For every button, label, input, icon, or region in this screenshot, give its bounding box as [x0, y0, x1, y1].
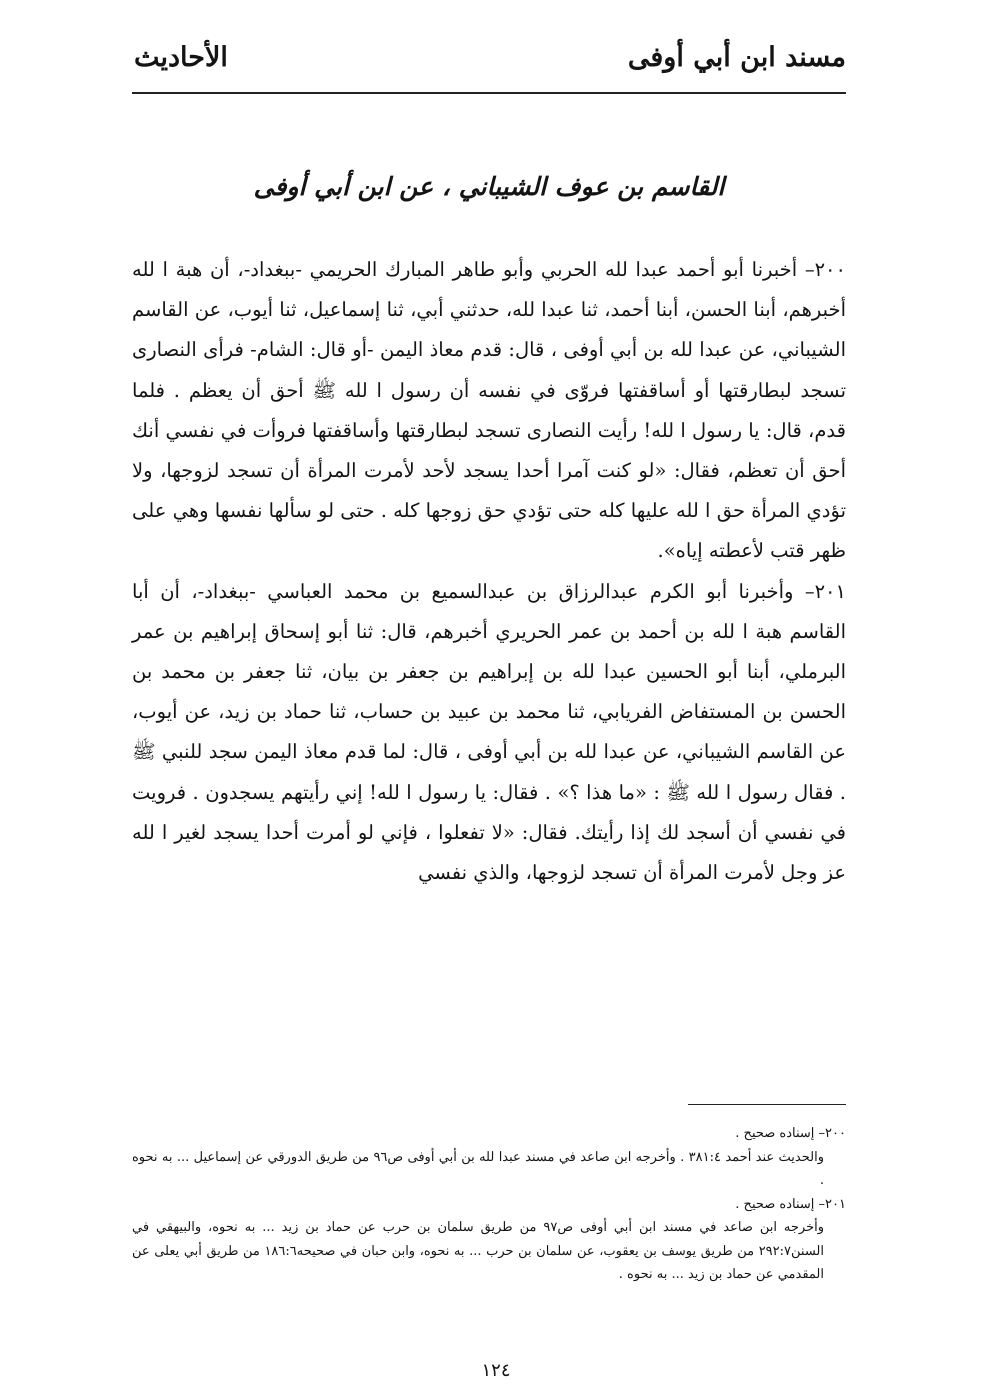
footnote-200-head: ٢٠٠– إسناده صحيح . — [735, 1126, 846, 1141]
footnote-201-text: وأخرجه ابن صاعد في مسند ابن أبي أوفى ص٩٧ من طريق سلمان بن حرب عن حماد بن زيد ... به نحوه، والبيهقي في السنن٢٩٢:٧ من طريق يوسف بن يعقوب، عن سلمان بن حرب ... به نحوه، وابن حبان في صحيحه١٨٦:٦ من طريق أبي يعلى عن المقدمي عن حماد بن زيد ... به نحوه . — [132, 1220, 824, 1282]
page-number: ١٢٤ — [481, 1360, 511, 1381]
book-title: مسند ابن أبي أوفى — [627, 42, 846, 73]
footnote-200-text: والحديث عند أحمد ٣٨١:٤ . وأخرجه ابن صاعد في مسند عبدا لله بن أبي أوفى ص٩٦ من طريق الدورقي عن إسماعيل ... به نحوه . — [132, 1149, 824, 1188]
section-name: الأحاديث — [134, 42, 228, 73]
running-header — [132, 38, 846, 90]
header-rule — [132, 92, 846, 94]
chapter-heading: القاسم بن عوف الشيباني ، عن ابن أبي أوفى — [253, 172, 725, 201]
footnotes — [132, 1122, 846, 1287]
main-text — [132, 250, 846, 893]
footnote-separator — [688, 1104, 846, 1105]
footnote-201-head: ٢٠١– إسناده صحيح . — [735, 1196, 846, 1212]
hadith-200: ٢٠٠– أخبرنا أبو أحمد عبدا لله الحربي وأبو طاهر المبارك الحريمي -ببغداد-، أن هبة ا لله أخبرهم، أبنا الحسن، أبنا أحمد، ثنا عبدا لله، حدثني أبي، ثنا إسماعيل، ثنا أيوب، عن القاسم الشيباني، عن عبدا لله بن أبي أوفى ، قال: قدم معاذ اليمن -أو قال: الشام- فرأى النصارى تسجد لبطارقتها أو أساقفتها فروّى في نفسه أن رسول ا لله ﷺ أحق أن يعظم . فلما قدم، قال: يا رسول ا لله! رأيت النصارى تسجد لبطارقتها وأساقفتها فروأت في نفسي أنك أحق أن تعظم، فقال: «لو كنت آمرا أحدا يسجد لأحد لأمرت المرأة أن تسجد لزوجها، ولا تؤدي المرأة حق ا لله عليها كله حتى تؤدي حق زوجها كله . حتى لو سألها نفسها وهي على ظهر قتب لأعطته إياه». — [132, 258, 846, 563]
hadith-201: ٢٠١– وأخبرنا أبو الكرم عبدالرزاق بن عبدالسميع بن محمد العباسي -ببغداد-، أن أبا القاسم هبة ا لله بن أحمد بن عمر الحريري أخبرهم، قال: ثنا أبو إسحاق إبراهيم بن عمر البرملي، أبنا أبو الحسين عبدا لله بن إبراهيم بن جعفر بن بيان، ثنا جعفر بن محمد بن الحسن بن المستفاض الفريابي، ثنا محمد بن عبيد بن حساب، ثنا حماد بن زيد، عن أيوب، عن القاسم الشيباني، عن عبدا لله بن أبي أوفى ، قال: لما قدم معاذ اليمن سجد للنبي ﷺ . فقال رسول ا لله ﷺ : «ما هذا ؟» . فقال: يا رسول ا لله! إني رأيتهم يسجدون . فرويت في نفسي أن أسجد لك إذا رأيتك. فقال: «لا تفعلوا ، فإني لو أمرت أحدا يسجد لغير ا لله عز وجل لأمرت المرأة أن تسجد لزوجها، والذي نفسي — [132, 579, 846, 885]
